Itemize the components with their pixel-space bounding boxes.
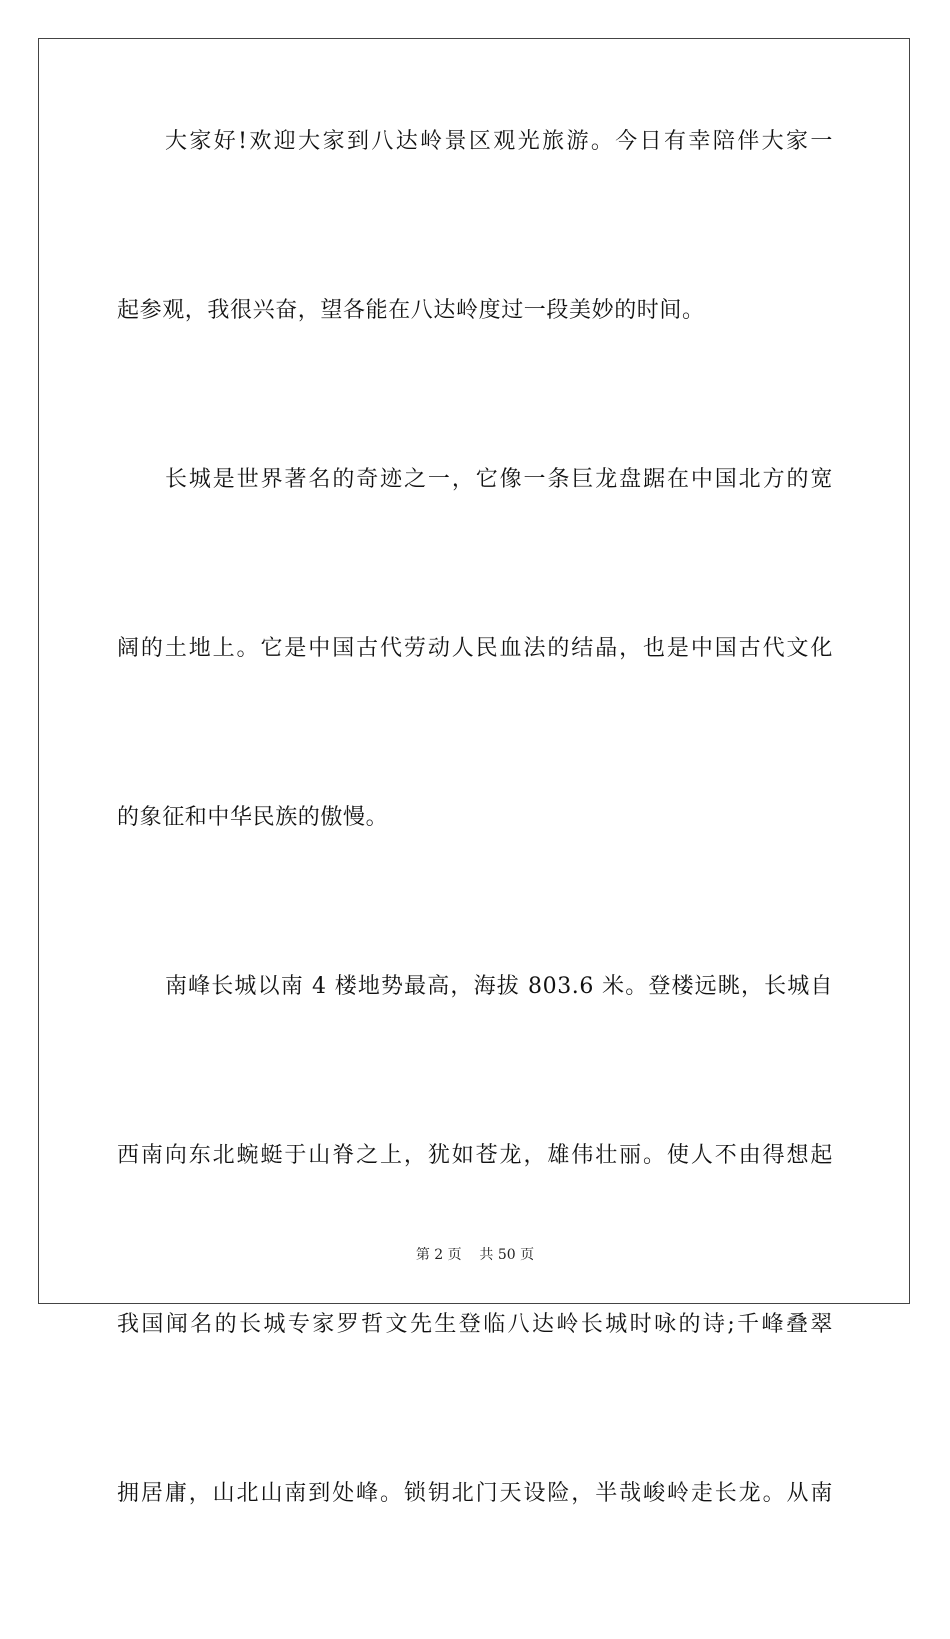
document-body bbox=[117, 118, 833, 1639]
paragraph-2-line-2: 阔的土地上。它是中国古代劳动人民血法的结晶，也是中国古代文化 bbox=[117, 636, 833, 661]
paragraph-3-line-3: 我国闻名的长城专家罗哲文先生登临八达岭长城时咏的诗;千峰叠翠 bbox=[117, 1312, 833, 1337]
paragraph-3-line-1: 南峰长城以南 4 楼地势最高，海拔 803.6 米。登楼远眺，长城自 bbox=[165, 974, 833, 999]
paragraph-2-line-1: 长城是世界著名的奇迹之一，它像一条巨龙盘踞在中国北方的宽 bbox=[165, 467, 833, 492]
paragraph-1-line-2: 起参观，我很兴奋，望各能在八达岭度过一段美妙的时间。 bbox=[117, 298, 705, 323]
paragraph-2-line-3: 的象征和中华民族的傲慢。 bbox=[117, 805, 389, 830]
page-number-footer: 第 2 页 共 50 页 bbox=[415, 1247, 535, 1263]
paragraph-1-line-1: 大家好!欢迎大家到八达岭景区观光旅游。今日有幸陪伴大家一 bbox=[165, 129, 833, 154]
paragraph-3-line-4: 拥居庸，山北山南到处峰。锁钥北门天设险，半哉峻岭走长龙。从南 bbox=[117, 1481, 833, 1506]
paragraph-3-line-2: 西南向东北蜿蜓于山脊之上，犹如苍龙，雄伟壮丽。使人不由得想起 bbox=[117, 1143, 833, 1168]
